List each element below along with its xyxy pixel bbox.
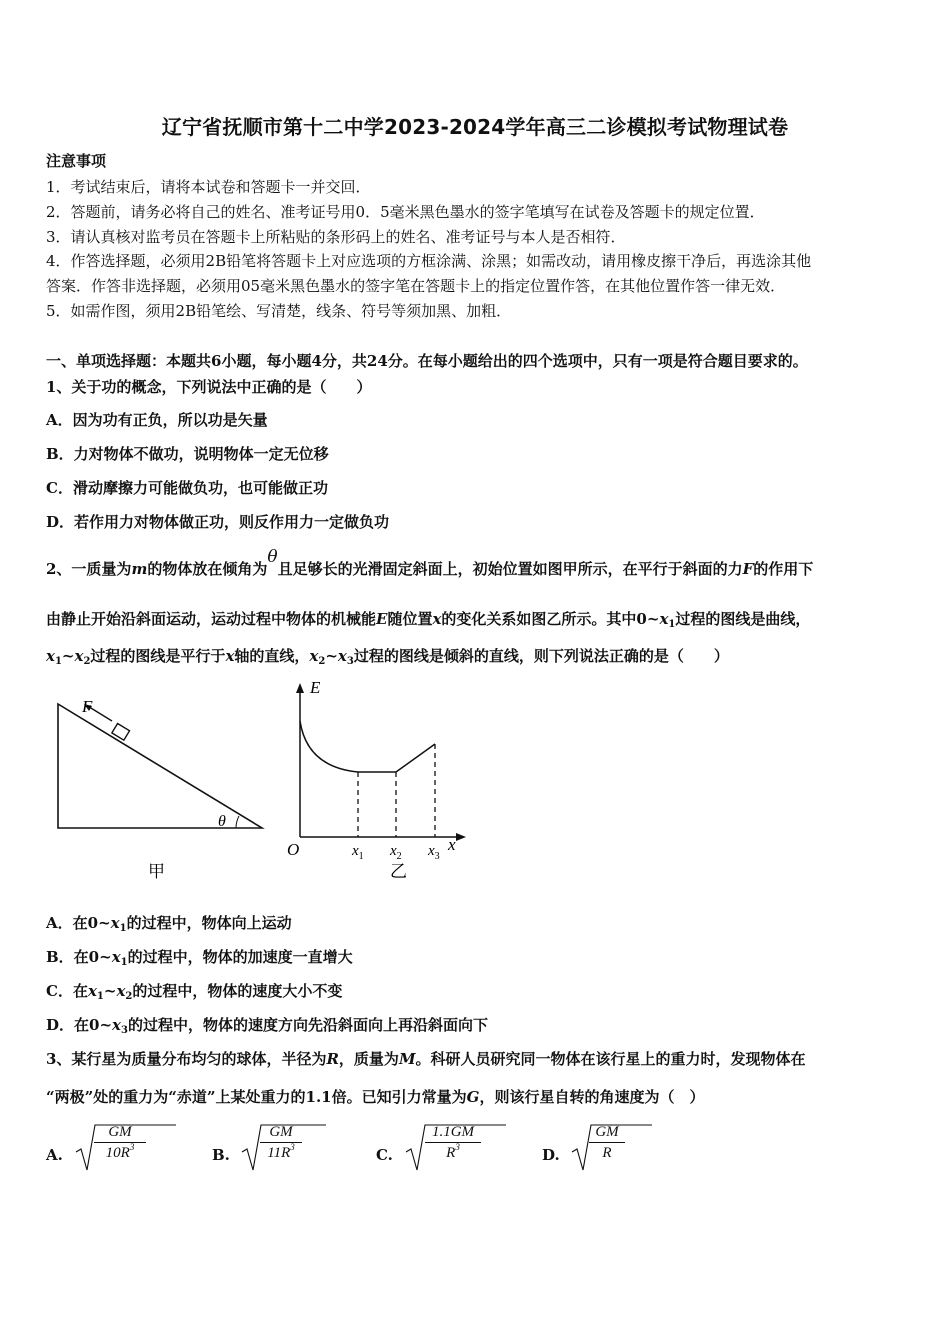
q2-stem-line3: $x_1\sim x_2$过程的图线是平行于x轴的直线，$x_2\sim x_3$过程的图线是倾斜的直线，则下列说法正确的是（ ） bbox=[46, 647, 729, 667]
incline-triangle bbox=[58, 704, 262, 828]
q3-option-a bbox=[46, 1122, 166, 1176]
notice-item-3: 3．请认真核对监考员在答题卡上所粘贴的条形码上的姓名、准考证号与本人是否相符． bbox=[46, 228, 626, 246]
q3-stem-line1: 3、某行星为质量分布均匀的球体，半径为R，质量为M。科研人员研究同一物体在该行星上的重力时，发现物体在 bbox=[46, 1050, 806, 1068]
notice-item-1: 1．考试结束后，请将本试卷和答题卡一并交回． bbox=[46, 178, 371, 196]
q1-option-b: B．力对物体不做功，说明物体一定无位移 bbox=[46, 445, 329, 463]
angle-arc bbox=[236, 816, 239, 828]
tick-x3: $x_3$ bbox=[428, 843, 440, 862]
q3-stem-line2: “两极”处的重力为“赤道”上某处重力的1.1倍。已知引力常量为G，则该行星自转的角速度为（ ） bbox=[46, 1088, 705, 1106]
q2-option-a: A．在$0\sim x_1$的过程中，物体向上运动 bbox=[46, 914, 292, 934]
tick-x1: $x_1$ bbox=[352, 843, 364, 862]
q2-stem-line1: 2、一质量为m的物体放在倾角为θ且足够长的光滑固定斜面上，初始位置如图甲所示，在平行于斜面的力F的作用下 bbox=[46, 547, 814, 578]
q3-option-b bbox=[212, 1122, 332, 1176]
q1-option-a: A．因为功有正负，所以功是矢量 bbox=[46, 411, 268, 429]
section-heading: 一、单项选择题：本题共6小题，每小题4分，共24分。在每小题给出的四个选项中，只有一项是符合题目要求的。 bbox=[46, 352, 808, 370]
q2-option-d: D．在$0\sim x_3$的过程中，物体的速度方向先沿斜面向上再沿斜面向下 bbox=[46, 1016, 488, 1036]
x-axis-arrow bbox=[456, 833, 466, 841]
figure-incline bbox=[40, 690, 280, 885]
notice-item-2: 2．答题前，请务必将自己的姓名、准考证号用0．5毫米黑色墨水的签字笔填写在试卷及答题卡的规定位置． bbox=[46, 203, 765, 221]
figure-jia-caption: 甲 bbox=[148, 862, 165, 881]
figure-yi-caption: 乙 bbox=[390, 862, 407, 881]
q2-option-b: B．在$0\sim x_1$的过程中，物体的加速度一直增大 bbox=[46, 948, 353, 968]
notice-item-5: 5．如需作图，须用2B铅笔绘、写清楚，线条、符号等须加黑、加粗． bbox=[46, 302, 512, 320]
origin-label: O bbox=[287, 840, 300, 859]
fraction: $\frac{1.1GM}{R^3}$ bbox=[425, 1124, 481, 1162]
y-axis-label: E bbox=[310, 678, 321, 697]
fraction: $\frac{GM}{R}$ bbox=[589, 1124, 625, 1162]
q2-stem-line2: 由静止开始沿斜面运动，运动过程中物体的机械能E随位置x的变化关系如图乙所示。其中$0\sim x_1$过程的图线是曲线， bbox=[46, 610, 811, 630]
q2-option-c: C．在$x_1\sim x_2$的过程中，物体的速度大小不变 bbox=[46, 982, 343, 1002]
angle-label: θ bbox=[218, 813, 226, 830]
exam-title: 辽宁省抚顺市第十二中学2023-2024学年高三二诊模拟考试物理试卷 bbox=[161, 115, 789, 139]
force-label: F bbox=[82, 697, 93, 716]
fraction: $\frac{GM}{10R^3}$ bbox=[94, 1124, 146, 1162]
option-label: B. bbox=[212, 1146, 230, 1164]
q1-option-d: D．若作用力对物体做正功，则反作用力一定做负功 bbox=[46, 513, 390, 531]
notice-item-4-cont: 答案．作答非选择题，必须用05毫米黑色墨水的签字笔在答题卡上的指定位置作答，在其他位置作答一律无效． bbox=[46, 277, 786, 295]
option-label: C. bbox=[376, 1146, 393, 1164]
q1-option-c: C．滑动摩擦力可能做负功，也可能做正功 bbox=[46, 479, 328, 497]
q3-option-c bbox=[376, 1122, 506, 1176]
option-label: D. bbox=[542, 1146, 560, 1164]
figure-energy-graph bbox=[280, 675, 480, 885]
x-axis-label: x bbox=[448, 835, 456, 854]
q3-option-d bbox=[542, 1122, 642, 1176]
q1-stem: 1、关于功的概念，下列说法中正确的是（ ） bbox=[46, 378, 372, 396]
tick-x2: $x_2$ bbox=[390, 843, 402, 862]
y-axis-arrow bbox=[296, 683, 304, 693]
notice-item-4: 4．作答选择题，必须用2B铅笔将答题卡上对应选项的方框涂满、涂黑；如需改动，请用橡皮擦干净后，再选涂其他 bbox=[46, 252, 812, 270]
option-label: A. bbox=[46, 1146, 63, 1164]
fraction: $\frac{GM}{11R^3}$ bbox=[260, 1124, 302, 1162]
notice-heading: 注意事项 bbox=[46, 152, 107, 170]
energy-curve bbox=[300, 721, 435, 772]
